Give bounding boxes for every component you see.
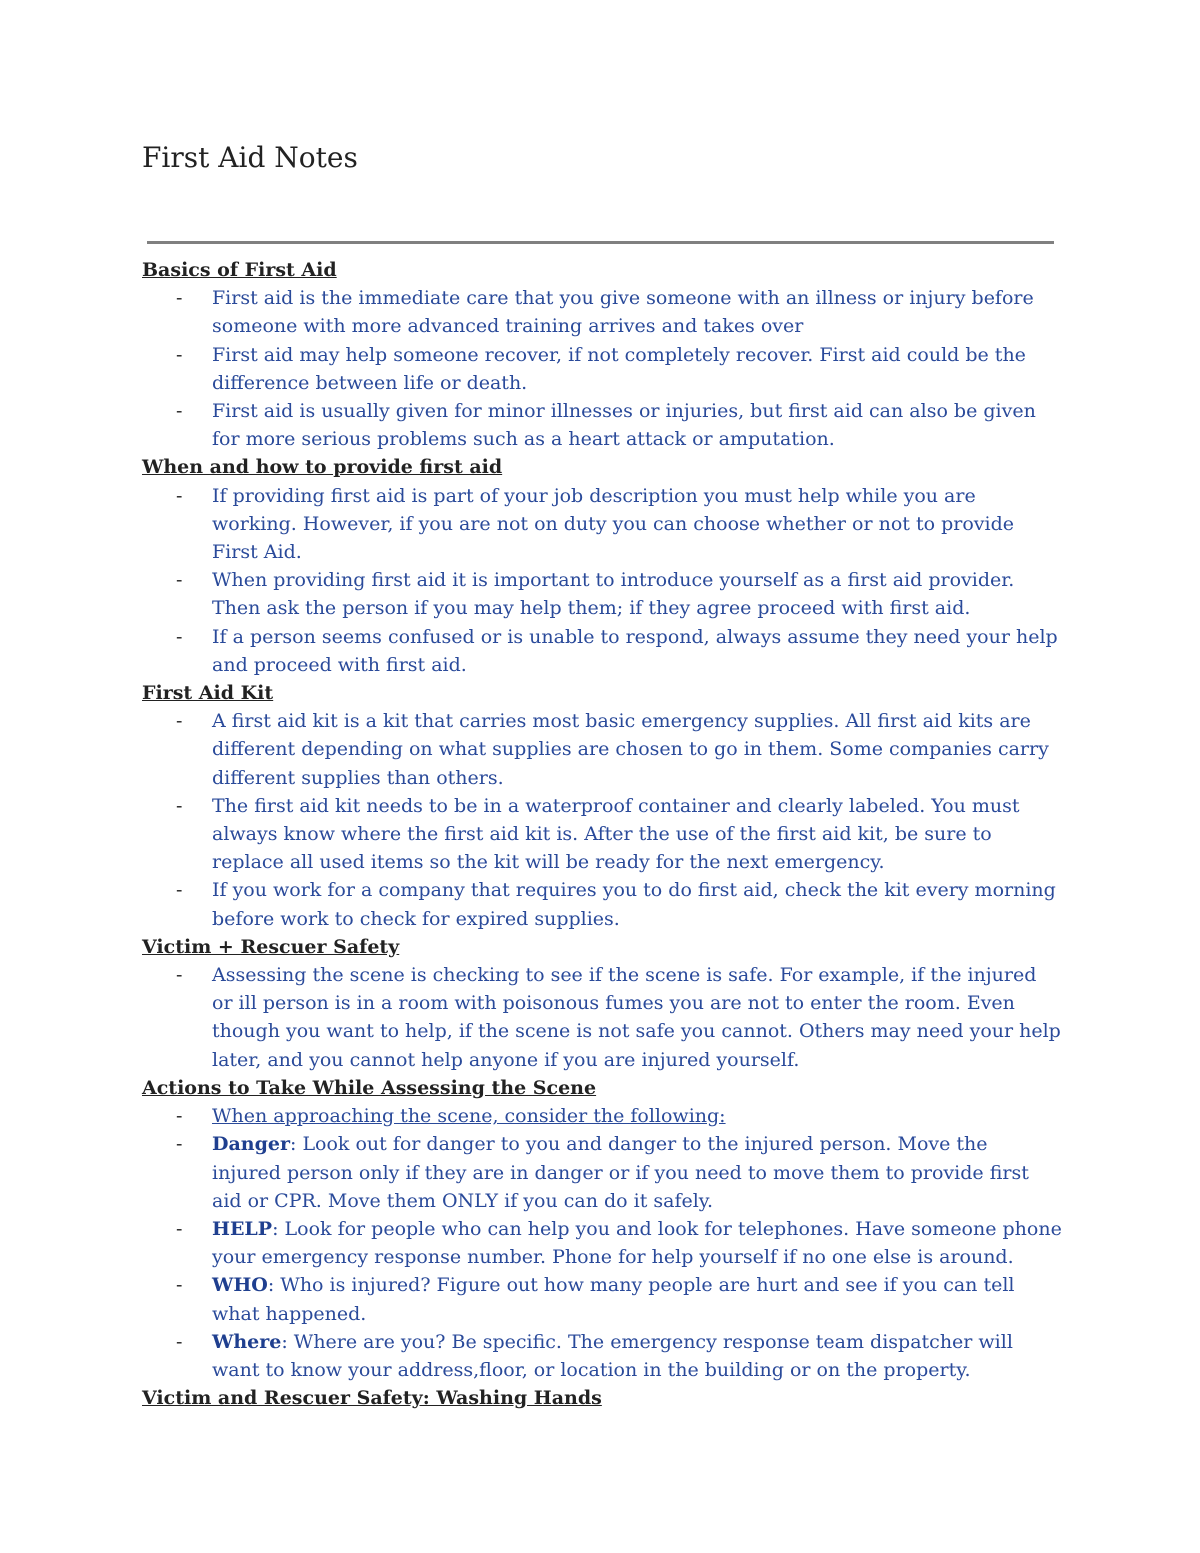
section-heading: Basics of First Aid [142,259,337,281]
keyword-help: HELP [212,1217,273,1240]
bullet-dash: - [176,569,183,592]
bullet-dash: - [176,710,183,733]
section-heading: Victim + Rescuer Safety [142,935,400,958]
section-when-how [142,453,1062,679]
keyword-who: WHO [212,1274,268,1297]
item-text: : Who is injured? Figure out how many people are hurt and see if you can tell what happened. [212,1274,1015,1325]
list-item [142,1215,1062,1271]
list-item [142,397,1062,453]
bullet-dash: - [176,1274,183,1297]
bullet-dash: - [176,1330,183,1353]
section-basics [142,256,1062,453]
document-title: First Aid Notes [142,141,358,174]
list-item [142,792,1062,877]
item-text: Assessing the scene is checking to see if the scene is safe. For example, if the injured or ill person is in a room with poisonous fumes you are not to enter the room. Even though you want to help, if the scene is not safe you cannot. Others may need your help later, and you cannot help anyone if you are injured yourself. [212,964,1061,1071]
section-assessing-scene [142,1074,1062,1384]
bullet-dash: - [176,484,183,507]
bullet-dash: - [176,1217,183,1240]
bullet-list [142,707,1062,933]
section-heading: Actions to Take While Assessing the Scene [142,1076,597,1099]
bullet-dash: - [176,879,183,902]
keyword-danger: Danger [212,1133,290,1156]
item-text: If you work for a company that requires you to do first aid, check the kit every morning before work to check for expired supplies. [212,879,1056,930]
list-item [142,1328,1062,1384]
item-text: : Look out for danger to you and danger to the injured person. Move the injured person only if they are in danger or if you need to move them to provide first aid or CPR. Move them ONLY if you can do it safely. [212,1133,1029,1212]
bullet-dash: - [176,794,183,817]
document-body [142,256,1062,1412]
list-item [142,1130,1062,1215]
list-item [142,876,1062,932]
item-text: : Look for people who can help you and look for telephones. Have someone phone your emergency response number. Phone for help yourself if no one else is around. [212,1217,1062,1269]
item-text: First aid may help someone recover, if not completely recover. First aid could be the difference between life or death. [212,343,1026,394]
section-heading: First Aid Kit [142,682,274,705]
item-text: The first aid kit needs to be in a waterproof container and clearly labeled. You must always know where the first aid kit is. After the use of the first aid kit, be sure to replace all used items so the kit will be ready for the next emergency. [212,794,1020,874]
section-washing-hands [142,1384,1062,1412]
item-text: : Where are you? Be specific. The emergency response team dispatcher will want to know your address,floor, or location in the building or on the property. [212,1330,1013,1381]
bullet-list [142,961,1062,1074]
list-item [142,1271,1062,1327]
bullet-list [142,1102,1062,1384]
item-text: First aid is the immediate care that you give someone with an illness or injury before someone with more advanced training arrives and takes over [212,287,1034,338]
list-item [142,961,1062,1074]
bullet-dash: - [176,287,183,310]
item-text: When providing first aid it is important to introduce yourself as a first aid provider. Then ask the person if you may help them; if they agree proceed with first aid. [212,569,1015,620]
item-text: If providing first aid is part of your job description you must help while you are working. However, if you are not on duty you can choose whether or not to provide First Aid. [212,484,1014,564]
bullet-dash: - [176,400,183,423]
bullet-dash: - [176,1133,183,1156]
bullet-dash: - [176,1105,183,1128]
list-item [142,707,1062,792]
bullet-list [142,482,1062,679]
list-item [142,341,1062,397]
section-heading: Victim and Rescuer Safety: Washing Hands [142,1387,602,1410]
item-text: If a person seems confused or is unable to respond, always assume they need your help and proceed with first aid. [212,625,1058,676]
list-item [142,1102,1062,1130]
bullet-list [142,284,1062,453]
item-text: First aid is usually given for minor illnesses or injuries, but first aid can also be given for more serious problems such as a heart attack or amputation. [212,400,1036,451]
list-item [142,623,1062,679]
bullet-dash: - [176,625,183,648]
list-item [142,566,1062,622]
title-divider [147,241,1054,244]
list-item [142,482,1062,567]
section-first-aid-kit [142,679,1062,933]
keyword-where: Where [212,1330,282,1353]
approach-link[interactable]: When approaching the scene, consider the following: [212,1105,726,1128]
bullet-dash: - [176,343,183,366]
item-text: A first aid kit is a kit that carries most basic emergency supplies. All first aid kits are different depending on what supplies are chosen to go in them. Some companies carry different supplies than others. [212,710,1049,789]
section-victim-rescuer-safety [142,933,1062,1074]
section-heading: When and how to provide first aid [142,456,503,479]
bullet-dash: - [176,964,183,987]
list-item [142,284,1062,340]
